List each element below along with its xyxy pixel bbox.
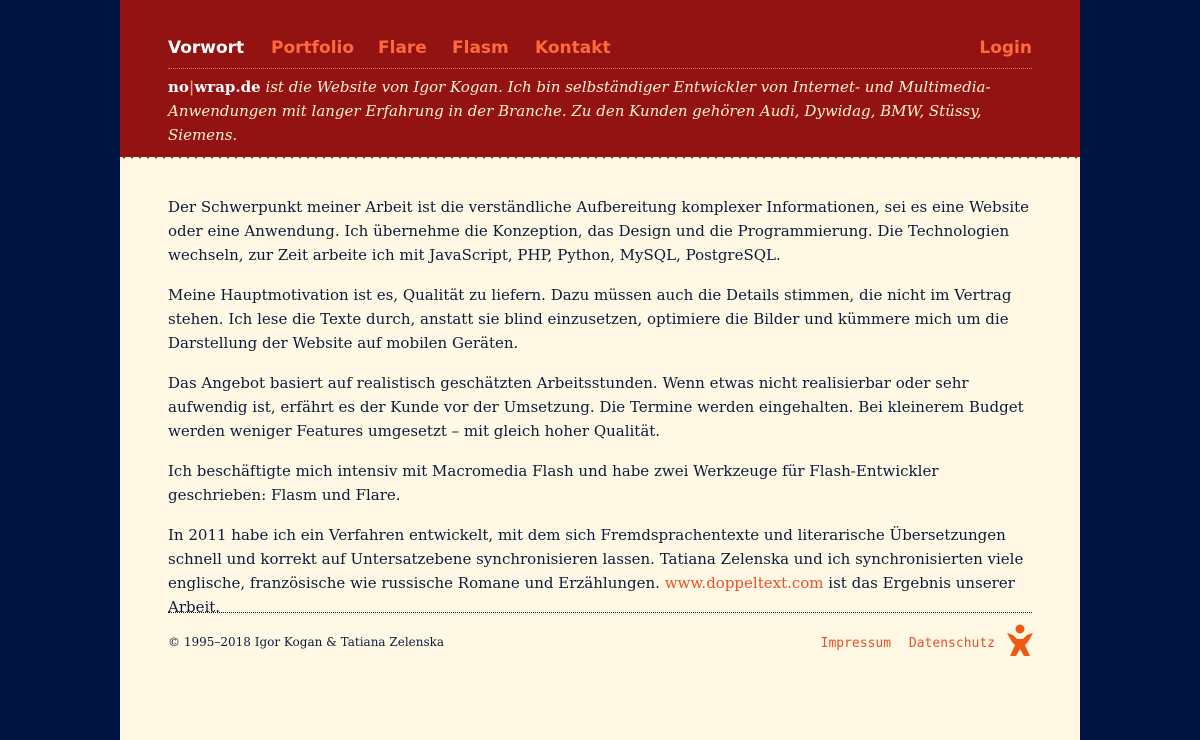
datenschutz-link[interactable]: Datenschutz [908, 636, 995, 651]
copyright: © 1995–2018 Igor Kogan & Tatiana Zelenska [168, 635, 445, 649]
paragraph-2: Meine Hauptmotivation ist es, Qualität zu liefern. Dazu müssen auch die Details stimmen, die nicht im Vertrag stehen. Ich lese die Texte durch, anstatt sie blind einzusetzen, optimiere die Bilder und kümmere mich um die Darstellung der Website auf mobilen Geräten. [168, 286, 1012, 352]
doppeltext-link[interactable]: www.doppeltext.com [664, 574, 824, 592]
person-mascot-icon[interactable] [1006, 624, 1034, 658]
impressum-link[interactable]: Impressum [820, 636, 892, 651]
paragraph-5-text-after: ist das Ergebnis unserer Arbeit. [168, 574, 1015, 616]
nav-item-kontakt[interactable]: Kontakt [535, 38, 611, 58]
brand-name [168, 78, 261, 96]
paragraph-4: Ich beschäftigte mich intensiv mit Macromedia Flash und habe zwei Werkzeuge für Flash-Entwickler geschrieben: Flasm und Flare. [168, 462, 939, 504]
paragraph-1: Der Schwerpunkt meiner Arbeit ist die verständliche Aufbereitung komplexer Informationen, sei es eine Website oder eine Anwendung. Ich übernehme die Konzeption, das Design und die Programmierung. Die Technologien wechseln, zur Zeit arbeite ich mit JavaScript, PHP, Python, MySQL, PostgreSQL. [168, 198, 1030, 264]
brand-separator: | [188, 78, 195, 96]
main-nav [168, 36, 1032, 69]
nav-item-portfolio[interactable]: Portfolio [271, 38, 355, 58]
header [120, 0, 1080, 157]
footer-links [811, 636, 995, 651]
main-content [168, 195, 1032, 635]
header-zigzag-edge [120, 153, 1080, 161]
footer-divider [168, 612, 1032, 613]
page [120, 0, 1080, 740]
intro-description: ist die Website von Igor Kogan. Ich bin selbständiger Entwickler von Internet- und Multimedia-Anwendungen mit langer Erfahrung in der Branche. Zu den Kunden gehören Audi, Dywidag, BMW, Stüssy, Siemens. [168, 78, 991, 144]
brand-name-right: wrap.de [194, 78, 261, 96]
paragraph-5 [168, 523, 1032, 619]
paragraph-3: Das Angebot basiert auf realistisch geschätzten Arbeitsstunden. Wenn etwas nicht realisierbar oder sehr aufwendig ist, erfährt es der Kunde vor der Umsetzung. Die Termine werden eingehalten. Bei kleinerem Budget werden weniger Features umgesetzt – mit gleich hoher Qualität. [168, 374, 1024, 440]
nav-item-flare[interactable]: Flare [378, 38, 427, 58]
brand-name-left: no [168, 78, 189, 96]
paragraph-5-text-before: In 2011 habe ich ein Verfahren entwickelt, mit dem sich Fremdsprachentexte und literarische Übersetzungen schnell und korrekt auf Untersatzebene synchronisieren lassen. Tatiana Zelenska und ich synchronisierten viele englische, französische wie russische Romane und Erzählungen. [168, 526, 1024, 592]
nav-item-flasm[interactable]: Flasm [452, 38, 509, 58]
intro-text [168, 75, 1032, 147]
nav-item-vorwort[interactable]: Vorwort [168, 38, 245, 58]
login-link[interactable]: Login [979, 38, 1032, 58]
